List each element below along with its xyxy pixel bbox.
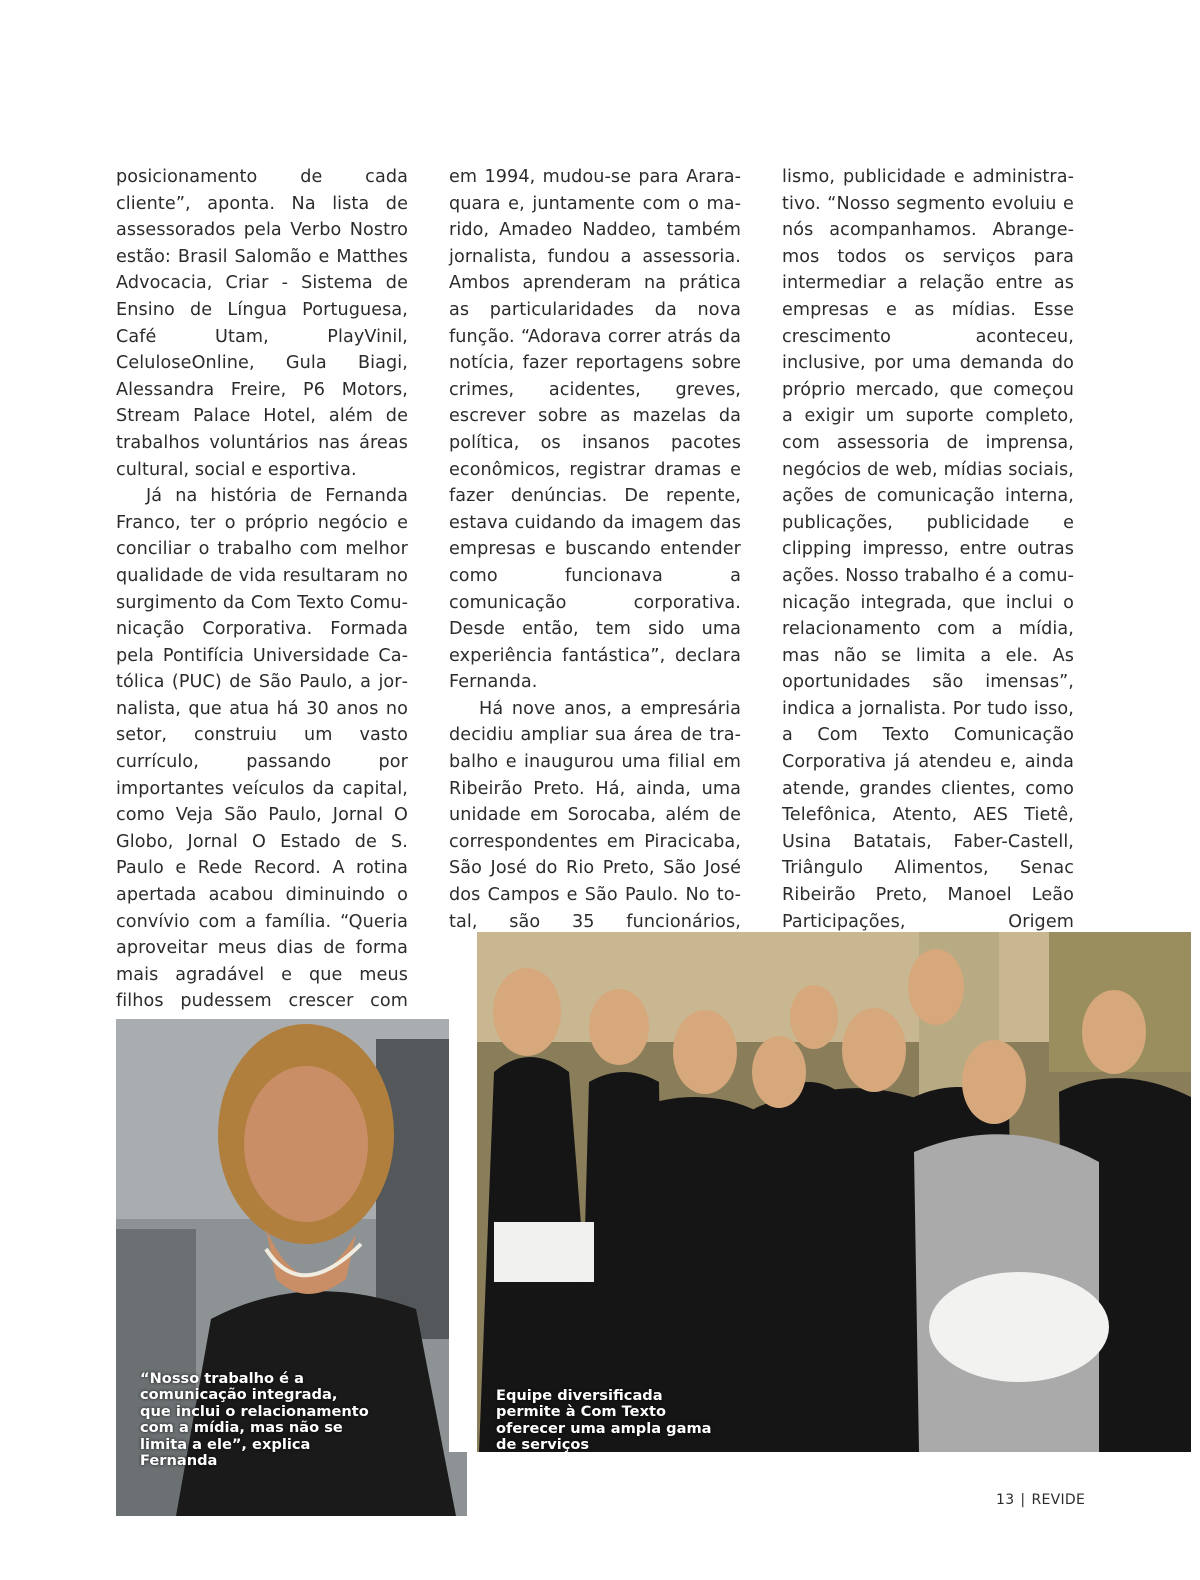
paragraph: em 1994, mudou-se para Araraquara e, juntamente com o marido, Amadeo Naddeo, também jornalista, fundou a assessoria. Ambos aprenderam na prática as particularidades da nova função. “Adorava correr atrás da notícia, fazer reportagens sobre crimes, acidentes, greves, escrever sobre as mazelas da política, os insanos pacotes econômicos, registrar dramas e fazer denúncias. De repente, estava cuidando da imagem das empresas e buscando entender como funcionava a comunicação corporativa. Desde então, tem sido uma experiência fantástica”, declara Fernanda. — [449, 167, 741, 693]
paragraph: Há nove anos, a empresária decidiu ampliar sua área de trabalho e inaugurou uma filial em Ribeirão Preto. Há, ainda, uma unidade em Sorocaba, além de correspondentes em Piracicaba, São José do Rio Preto, São José dos Campos e São Paulo. No total, são 35 funcionários, — [449, 698, 741, 932]
article-column-2 — [449, 164, 741, 988]
article-column-1 — [116, 164, 408, 1042]
article-column-3 — [782, 164, 1074, 962]
page-footer — [996, 1492, 1085, 1508]
magazine-name: REVIDE — [1031, 1492, 1086, 1508]
portrait-photo — [116, 1019, 467, 1516]
paragraph-text: lismo, publicidade e administrativo. “Nosso segmento evoluiu e nós acompanhamos. Abrangemos todos os serviços para intermediar a relação entre as empresas e as mídias. Esse crescimento aconteceu, inclusive, por uma demanda do próprio mercado, que começou a exigir um suporte completo, com assessoria de imprensa, negócios de web, mídias sociais, ações de comunicação interna, publicações, publicidade e clipping impresso, entre outras ações. Nosso trabalho é a comunicação integrada, que inclui o relacionamento com a mídia, mas não se limita a ele. As oportunidades são imensas”, indica a jornalista. Por tudo isso, a Com Texto Comunicação Corporativa já atendeu e, ainda atende, grandes clientes, como Telefônica, Atento, AES Tietê, Usina Batatais, Faber-Castell, Triângulo Alimentos, Senac Ribeirão Preto, Manoel Leão Participações, Origem — [782, 167, 1074, 932]
team-illustration — [449, 932, 1191, 1452]
page-number: 13 — [996, 1492, 1015, 1508]
photo-caption: “Nosso trabalho é a comunicação integrada, que inclui o relacionamento com a mídia, mas não se limita a ele”, explica Fernanda — [140, 1370, 369, 1470]
paragraph: Já na história de Fernanda Franco, ter o próprio negócio e conciliar o trabalho com melhor qualidade de vida resultaram no surgimento da Com Texto Comunicação Corporativa. Formada pela Pontifícia Universidade Católica (PUC) de São Paulo, a jornalista, que atua há 30 anos no setor, construiu um vasto currículo, passando por importantes veículos da capital, como Veja São Paulo, Jornal O Globo, Jornal O Estado de S. Paulo e Rede Record. A rotina apertada acabou diminuindo o convívio com a família. “Queria aproveitar meus dias de forma mais agradável e que meus filhos pudessem crescer com — [116, 486, 408, 1012]
paragraph — [782, 164, 1074, 962]
paragraph: posicionamento de cada cliente”, aponta. Na lista de assessorados pela Verbo Nostro estão: Brasil Salomão e Matthes Advocacia, Criar - Sistema de Ensino de Língua Portuguesa, Café Utam, PlayVinil, CeluloseOnline, Gula Biagi, Alessandra Freire, P6 Motors, Stream Palace Hotel, além de trabalhos voluntários nas áreas cultural, social e esportiva. — [116, 167, 408, 480]
photo-caption: Equipe diversificada permite à Com Texto oferecer uma ampla gama de serviços — [496, 1387, 712, 1452]
team-photo — [449, 932, 1191, 1452]
folio-separator: | — [1020, 1492, 1026, 1508]
